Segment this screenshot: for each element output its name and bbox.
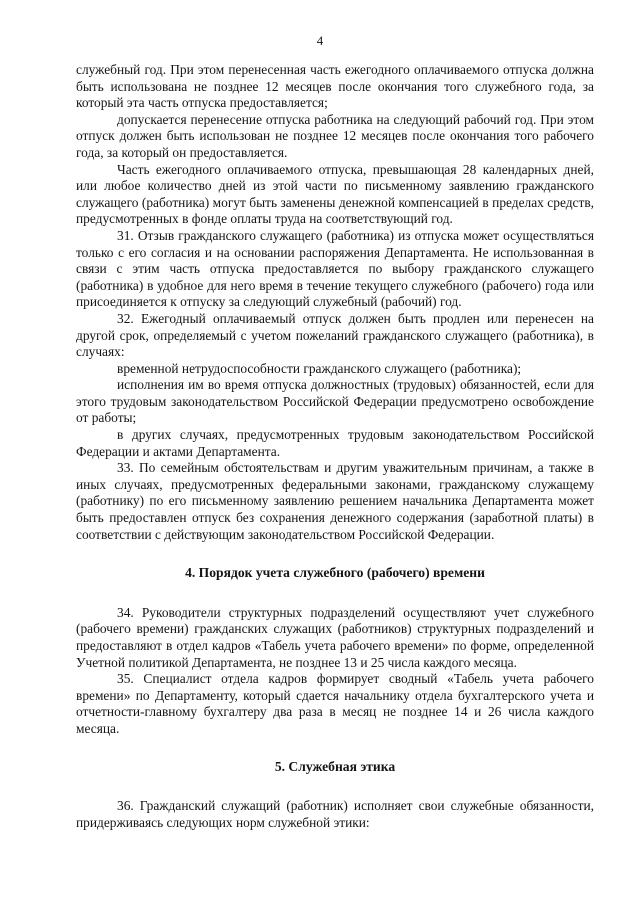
list-item-duties: исполнения им во время отпуска должностных (трудовых) обязанностей, если для этого трудовым законодательством Российской Федерации предусмотрено освобождение от работы;: [76, 377, 594, 426]
paragraph-36-ethics: 36. Гражданский служащий (работник) исполняет свои служебные обязанности, придерживаясь следующих норм служебной этики:: [76, 798, 594, 830]
paragraph-33-unpaid-leave: 33. По семейным обстоятельствам и другим уважительным причинам, а также в иных случаях, предусмотренных федеральными законами, гражданскому служащему (работнику) по его письменному заявлению решением начальника Департамента может быть предоставлен отпуск без сохранения денежного содержания (заработной платы) в соответствии с действующим законодательством Российской Федерации.: [76, 460, 594, 542]
paragraph-31-recall: 31. Отзыв гражданского служащего (работника) из отпуска может осуществляться только с его согласия и на основании распоряжения Департамента. Не использованная в связи с этим часть отпуска предоставляется по выбору гражданского служащего (работника) в удобное для него время в течение текущего служебного (рабочего) года или присоединяется к отпуску за следующий служебный (рабочий) год.: [76, 227, 594, 310]
section-heading-5: 5. Служебная этика: [274, 758, 396, 774]
list-item-other-cases: в других случаях, предусмотренных трудовым законодательством Российской Федерации и актами Департамента.: [76, 427, 594, 459]
paragraph-35-summary-timesheet: 35. Специалист отдела кадров формирует сводный «Табель учета рабочего времени» по Департаменту, который сдается начальнику отдела бухгалтерского учета и отчетности-главному бухгалтеру два раза в месяц не позднее 14 и 26 числа каждого месяца.: [76, 671, 594, 736]
paragraph-34-timesheet: 34. Руководители структурных подразделений осуществляют учет служебного (рабочего времени) гражданских служащих (работников) структурных подразделений и предоставляют в отдел кадров «Табель учета рабочего времени» по форме, определенной Учетной политикой Департамента, не позднее 13 и 25 числа каждого месяца.: [76, 604, 594, 670]
page-number: 4: [316, 33, 324, 48]
paragraph-compensation: Часть ежегодного оплачиваемого отпуска, превышающая 28 календарных дней, или любое количество дней из этой части по письменному заявлению гражданского служащего (работника) могут быть заменены денежной компенсацией в пределах средств, предусмотренных в фонде оплаты труда на соответствующий год.: [76, 161, 594, 227]
list-item-disability: временной нетрудоспособности гражданского служащего (работника);: [117, 360, 522, 376]
section-heading-4: 4. Порядок учета служебного (рабочего) времени: [185, 565, 485, 581]
document-body: [76, 62, 594, 831]
paragraph-vacation-transfer: допускается перенесение отпуска работника на следующий рабочий год. При этом отпуск должен быть использован не позднее 12 месяцев после окончания того рабочего года, за который он предоставляется.: [76, 111, 594, 160]
paragraph-continuation: служебный год. При этом перенесенная часть ежегодного оплачиваемого отпуска должна быть использована не позднее 12 месяцев после окончания того служебного года, за который эта часть отпуска предоставляется;: [76, 62, 594, 111]
paragraph-32-extension: 32. Ежегодный оплачиваемый отпуск должен быть продлен или перенесен на другой срок, определяемый с учетом пожеланий гражданского служащего (работника), в случаях:: [76, 310, 594, 360]
